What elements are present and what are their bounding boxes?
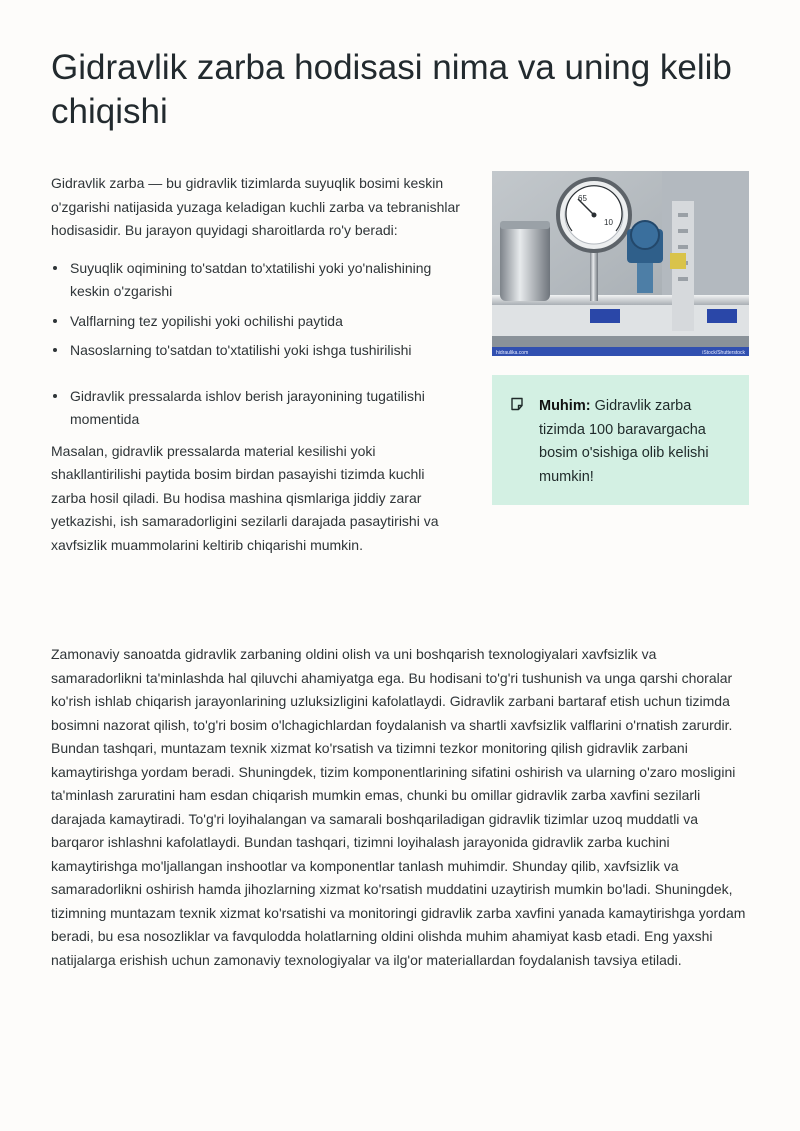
note-text: Gidravlik zarba tizimda 100 baravargacha bosim o'sishiga olib kelishi mumkin! [539, 398, 709, 485]
note-label: Muhim: [539, 398, 591, 414]
pressure-gauge-photo [492, 171, 749, 356]
example-paragraph: Masalan, gidravlik pressalarda material kesilishi yoki shakllantirilishi paytida bosim birdan pasayishi tizimda kuchli zarba hosil qiladi. Bu hodisa mashina qismlariga jiddiy zarar yetkazishi, ish samaradorligini sezilarli darajada pasaytirishi va xavfsizlik muammolarini keltirib chiqarishi mumkin. [51, 442, 439, 553]
note-icon [510, 397, 524, 411]
page-title: Gidravlik zarba hodisasi nima va uning kelib chiqishi [51, 48, 732, 131]
gauge-label: 10 [604, 218, 613, 227]
conditions-list [51, 257, 461, 432]
intro-paragraph: Gidravlik zarba — bu gidravlik tizimlarda suyuqlik bosimi keskin o'zgarishi natijasida yuzaga keladigan kuchli zarba va tebranishlar hodisasidir. Bu jarayon quyidagi sharoitlarda ro'y beradi: [51, 175, 460, 238]
list-item: Suyuqlik oqimining to'satdan to'xtatilishi yoki yo'nalishining keskin o'zgarishi [51, 257, 461, 304]
image-caption-left: hidraulika.com [496, 350, 529, 356]
important-note [492, 375, 749, 505]
image-caption-right: iStock/Shutterstock [702, 350, 745, 356]
list-item: Valflarning tez yopilishi yoki ochilishi paytida [51, 310, 461, 334]
list-item: Gidravlik pressalarda ishlov berish jarayonining tugatilishi momentida [51, 385, 461, 432]
intro-section [51, 172, 461, 557]
body-paragraph: Zamonaviy sanoatda gidravlik zarbaning oldini olish va uni boshqarish texnologiyalari xavfsizlik va samaradorlikni ta'minlashda hal qiluvchi ahamiyatga ega. Bu hodisani to'g'ri tushunish va unga qarshi choralar ko'rish ishlab chiqarish jarayonlarining uzluksizligini kafolatlaydi. Gidravlik zarbani bartaraf etish uchun tizimda bosimni nazorat qilish, to'g'ri bosim o'lchagichlardan foydalanish va shartli xavfsizlik valflarini o'rnatish zarurdir. Bundan tashqari, muntazam texnik xizmat ko'rsatish va tizimni tezkor monitoring qilish gidravlik zarbani kamaytirishga yordam beradi. Shuningdek, tizim komponentlarining sifatini oshirish va ularning o'zaro mosligini ta'minlash zaruratini ham esdan chiqarish mumkin emas, chunki bu omillar gidravlik zarba xavfini sezilarli darajada kamaytiradi. To'g'ri loyihalangan va samarali boshqariladigan gidravlik tizimlar uzoq muddatli va barqaror ishlashni kafolatlaydi. Bundan tashqari, tizimni loyihalash jarayonida gidravlik zarba kuchini kamaytirishga mo'ljallangan inshootlar va komponentlar tanlash muhimdir. Shunday qilib, xavfsizlik va samaradorlikni oshirish hamda jihozlarning xizmat ko'rsatish muddatini uzaytirish mumkin bo'ladi. Shuningdek, tizimning muntazam texnik xizmat ko'rsatishi va monitoringi gidravlik zarba xavfini yanada kamaytirishga yordam beradi, bu esa nosozliklar va favqulodda holatlarning oldini olishda muhim ahamiyat kasb etadi. Eng yaxshi natijalarga erishish uchun zamonaviy texnologiyalar va ilg'or materiallardan foydalanish tavsiya etiladi. [51, 646, 746, 968]
list-item: Nasoslarning to'satdan to'xtatilishi yoki ishga tushirilishi [51, 339, 461, 363]
gauge-label: 65 [578, 194, 587, 203]
